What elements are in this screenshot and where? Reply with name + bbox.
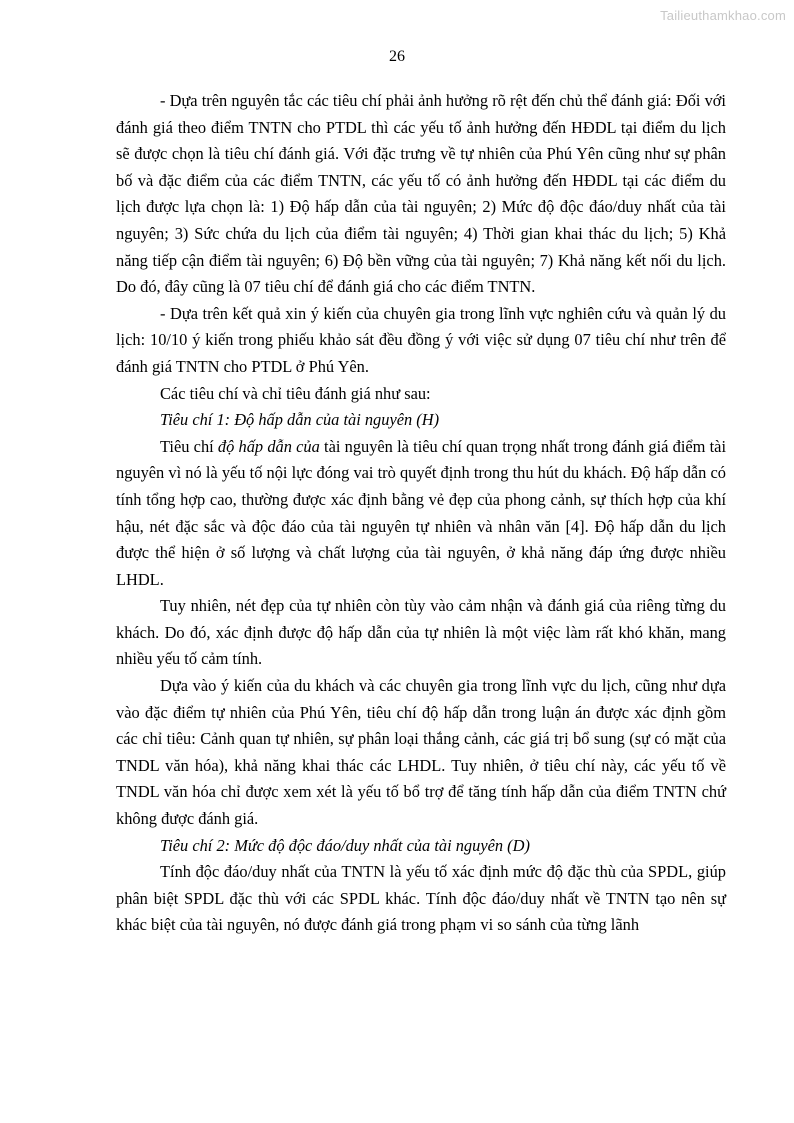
- paragraph-criteria-intro: Các tiêu chí và chỉ tiêu đánh giá như sau:: [160, 383, 431, 403]
- paragraph-subjectivity: Tuy nhiên, nét đẹp của tự nhiên còn tùy vào cảm nhận và đánh giá của riêng từng du khách. Do đó, xác định được độ hấp dẫn của tự nhiên là một việc làm rất khó khăn, mang nhiều yếu tố cảm tính.: [116, 596, 726, 669]
- italic-term: độ hấp dẫn của: [217, 436, 320, 456]
- paragraph-criteria-principle: - Dựa trên nguyên tắc các tiêu chí phải ảnh hưởng rõ rệt đến chủ thể đánh giá: Đối với đánh giá theo điểm TNTN cho PTDL thì các yếu tố ảnh hưởng đến HĐDL tại điểm du lịch sẽ được chọn là tiêu chí đánh giá. Với đặc trưng về tự nhiên của Phú Yên cũng như sự phân bố và đặc điểm của các điểm TNTN, các yếu tố có ảnh hưởng đến HĐDL tại các điểm du lịch được lựa chọn là: 1) Độ hấp dẫn của tài nguyên; 2) Mức độ độc đáo/duy nhất của tài nguyên; 3) Sức chứa du lịch của điểm tài nguyên; 4) Thời gian khai thác du lịch; 5) Khả năng tiếp cận điểm tài nguyên; 6) Độ bền vững của tài nguyên; 7) Khả năng kết nối du lịch. Do đó, đây cũng là 07 tiêu chí để đánh giá cho các điểm TNTN.: [116, 91, 726, 297]
- page-number: 26: [389, 48, 405, 65]
- paragraph-expert-opinion: - Dựa trên kết quả xin ý kiến của chuyên gia trong lĩnh vực nghiên cứu và quản lý du lịch: 10/10 ý kiến trong phiếu khảo sát đều đồng ý với việc sử dụng 07 tiêu chí như trên để đánh giá TNTN cho PTDL ở Phú Yên.: [116, 303, 726, 376]
- document-body: [116, 88, 726, 939]
- paragraph-indicators: Dựa vào ý kiến của du khách và các chuyên gia trong lĩnh vực du lịch, cũng như dựa vào đặc điểm tự nhiên của Phú Yên, tiêu chí độ hấp dẫn trong luận án được xác định gồm các chỉ tiêu: Cảnh quan tự nhiên, sự phân loại thắng cảnh, các giá trị bổ sung (sự có mặt của TNDL văn hóa), khả năng khai thác các LHDL. Tuy nhiên, ở tiêu chí này, các yếu tố về TNDL văn hóa chỉ được xem xét là yếu tố bổ trợ để tăng tính hấp dẫn của điểm TNTN chứ không được đánh giá.: [116, 676, 726, 829]
- heading-criterion-1: Tiêu chí 1: Độ hấp dẫn của tài nguyên (H): [160, 410, 440, 430]
- text-run: Tiêu chí: [160, 436, 218, 456]
- text-run: tài nguyên là tiêu chí quan trọng nhất trong đánh giá điểm tài nguyên vì nó là yếu tố nội lực đóng vai trò quyết định trong thu hút du khách. Độ hấp dẫn có tính tổng hợp cao, thường được xác định bằng vẻ đẹp của phong cảnh, sự thích hợp của khí hậu, nét đặc sắc và độc đáo của tài nguyên tự nhiên và nhân văn [4]. Độ hấp dẫn du lịch được thể hiện ở số lượng và chất lượng của tài nguyên, ở khả năng đáp ứng được nhiều LHDL.: [116, 436, 726, 589]
- paragraph-attractiveness: [116, 434, 726, 594]
- heading-criterion-2: Tiêu chí 2: Mức độ độc đáo/duy nhất của tài nguyên (D): [160, 835, 530, 855]
- paragraph-uniqueness: Tính độc đáo/duy nhất của TNTN là yếu tố xác định mức độ đặc thù của SPDL, giúp phân biệt SPDL đặc thù với các SPDL khác. Tính độc đáo/duy nhất về TNTN tạo nên sự khác biệt của tài nguyên, nó được đánh giá trong phạm vi so sánh của từng lãnh: [116, 862, 726, 935]
- watermark: Tailieuthamkhao.com: [660, 8, 786, 23]
